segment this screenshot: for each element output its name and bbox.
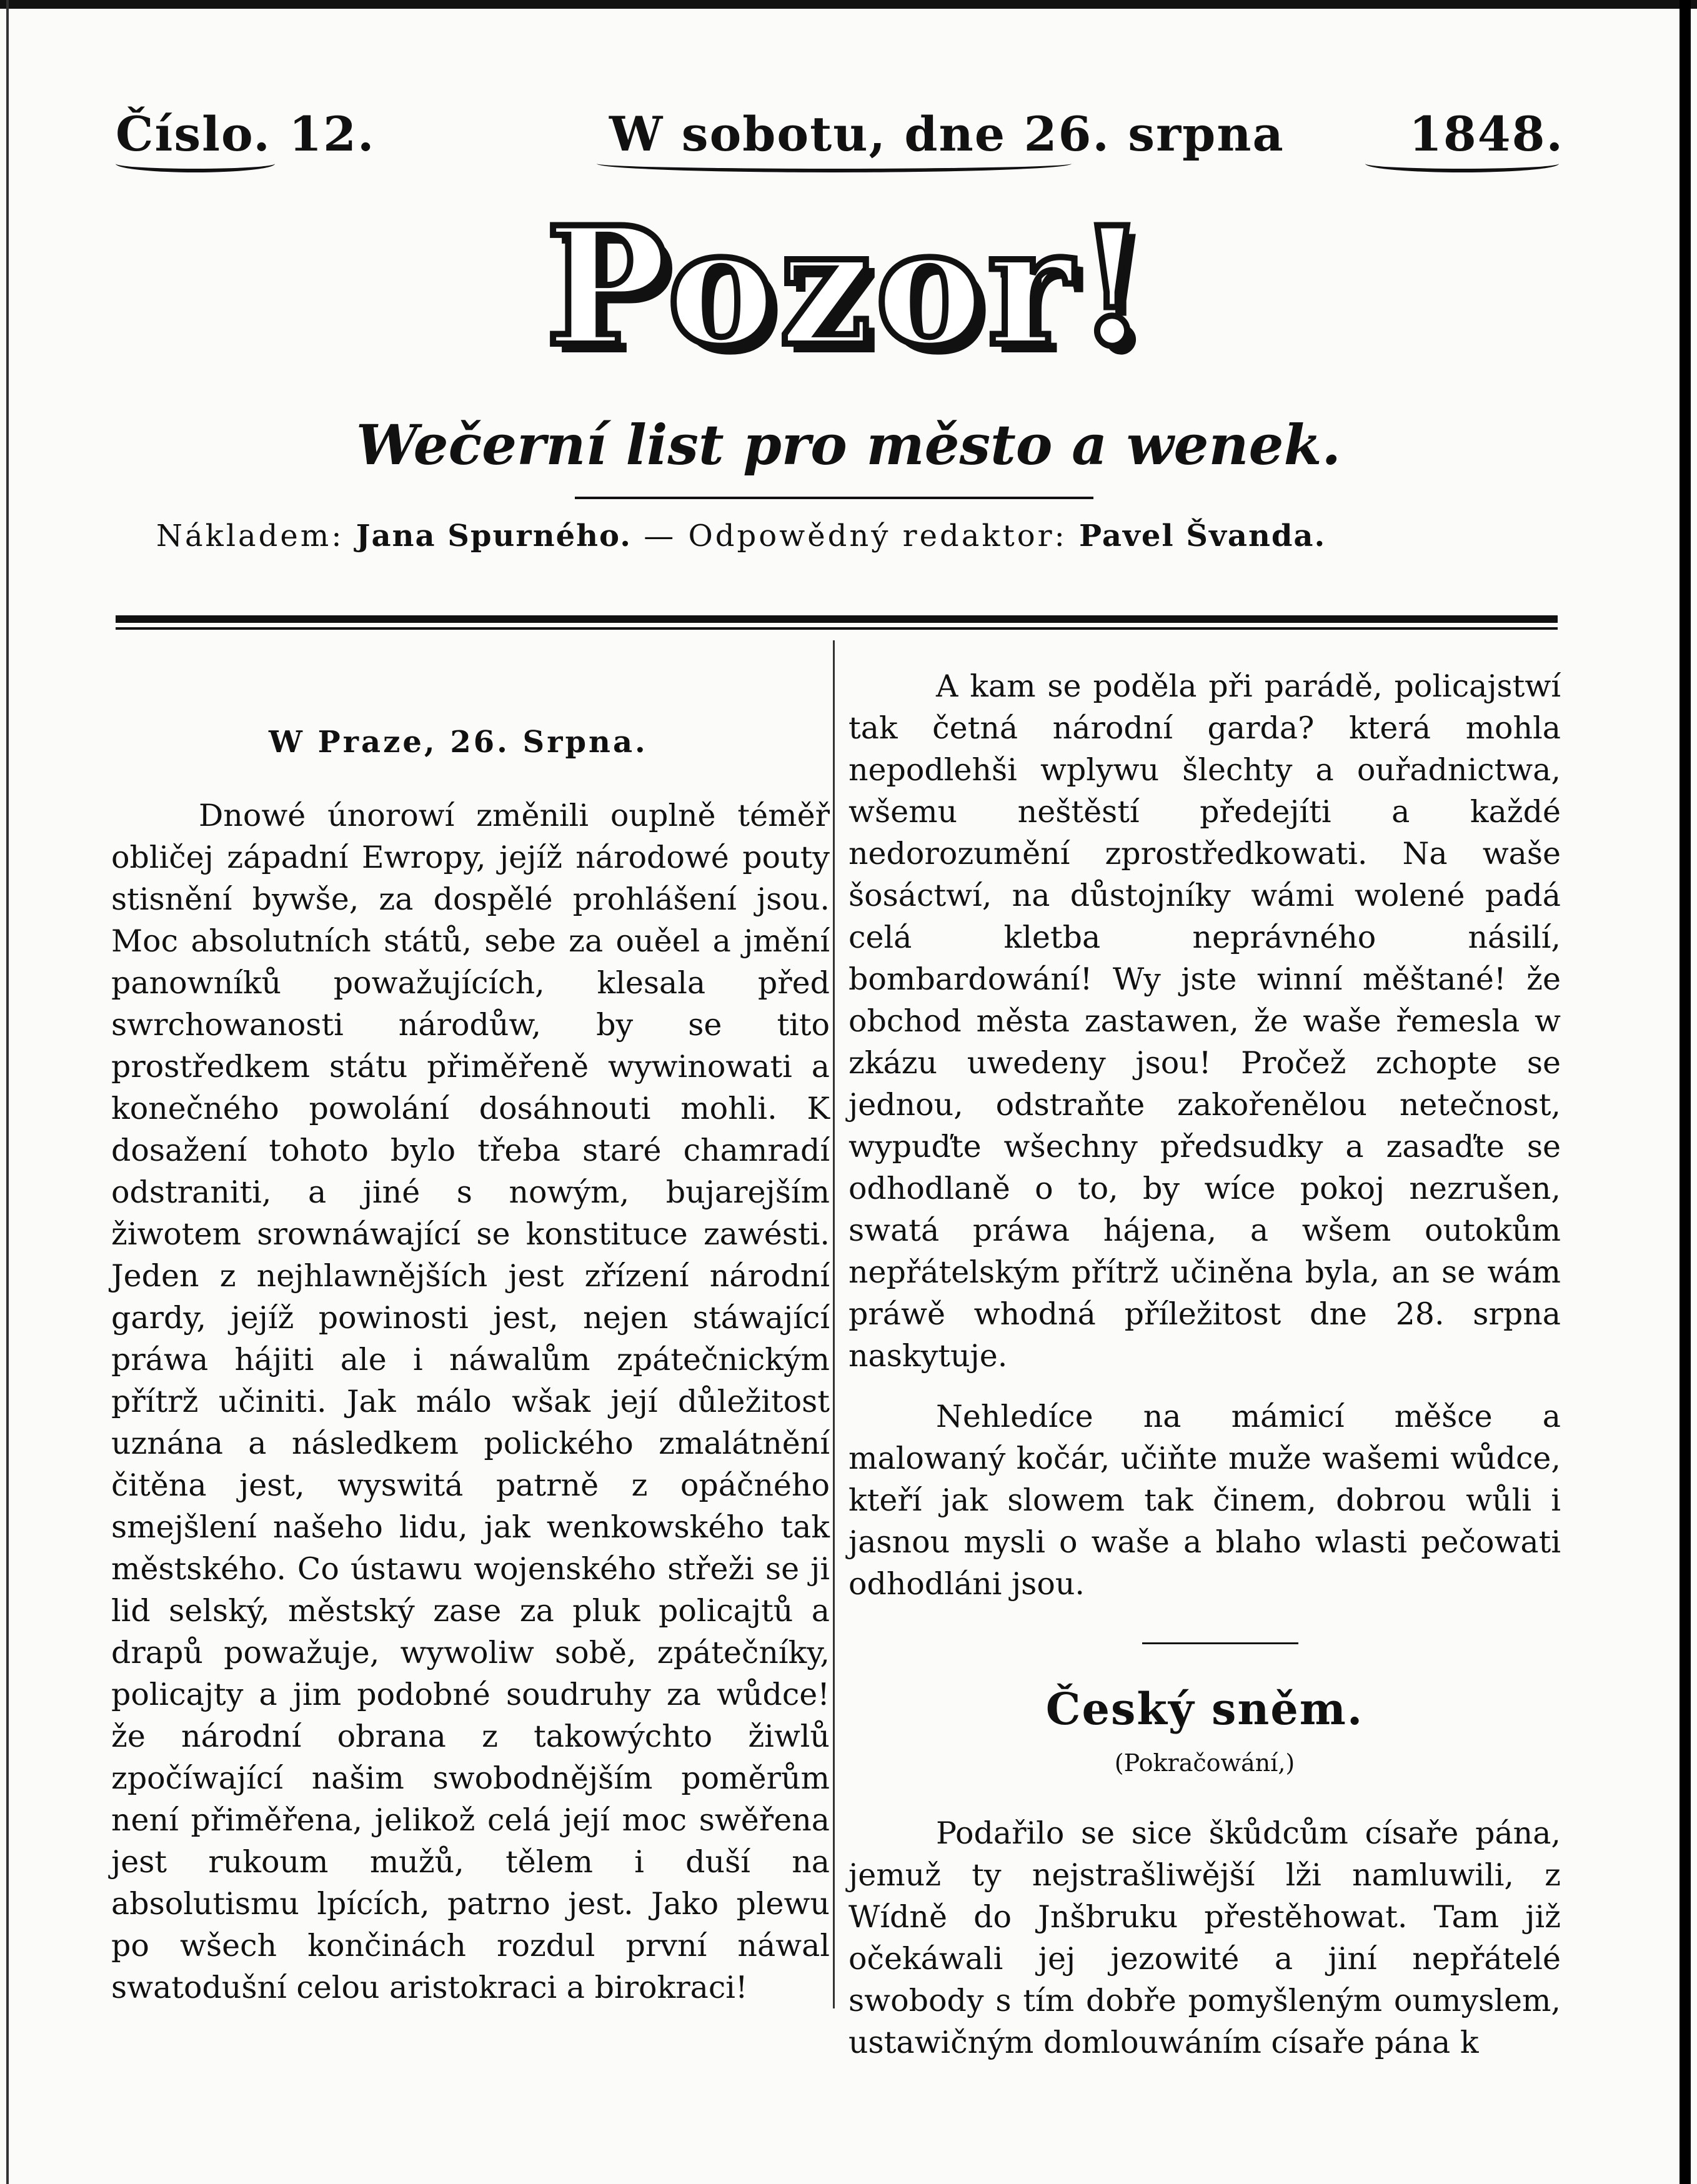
issue-date: W sobotu, dne 26. srpna bbox=[609, 106, 1285, 162]
article-paragraph: Nehledíce na mámicí měšce a malowaný kočár, učiňte muže wašemi wůdce, kteří jak slowem tak činem, dobrou wůli i jasnou mysli o waše a blaho wlasti pečowati odhodláni jsou. bbox=[848, 1399, 1561, 1602]
publisher-name: Jana Spurného. bbox=[356, 519, 632, 553]
left-column bbox=[111, 722, 830, 2008]
newspaper-title: Pozor! bbox=[545, 192, 1152, 382]
issue-swash-ornament bbox=[116, 155, 275, 172]
year-swash-ornament bbox=[1365, 155, 1559, 172]
right-column bbox=[848, 665, 1561, 2063]
imprint-line bbox=[156, 519, 1531, 553]
imprint-label-editor: Odpowědný redaktor: bbox=[688, 519, 1067, 553]
issue-number: Číslo. 12. bbox=[116, 106, 376, 162]
subtitle-rule bbox=[575, 497, 1093, 499]
article-paragraph: Dnowé únorowí změnili ouplně téměř obličej západní Ewropy, jejíž národowé pouty stisnění bywše, za dospělé prohlášení jsou. Moc absolutních států, sebe za ouěel a jmění panowníků powažujících, klesala před swrchowanosti národůw, by se tito prostředkem státu přiměřeně wywinowati a konečného powolání dosáhnouti mohli. K dosažení tohoto bylo třeba staré chamradí odstraniti, a jiné s nowým, bujarejším žiwotem srownáwající se konstituce zawésti. Jeden z nejhlawnějších jest zřízení národní gardy, jejíž powinosti jest, nejen stáwající práwa hájiti ale i náwalům zpátečnickým přítrž učiniti. Jak málo wšak její důležitost uznána a následkem polického zmalátnění čitěna jest, wyswitá patrně z opáčného smejšlení našeho lidu, jak wenkowského tak městského. Co ústawu wojenského střeži se ji lid selský, městský zase za pluk policajtů a drapů powažuje, wywoliw sobě, zpátečníky, policajty a jim podobné soudruhy za wůdce! že národní obrana z takowýchto žiwlů zpočíwající našim swobodnějším poměrům není přiměřena, jelikož celá její moc swěřena jest rukoum mužů, tělem i duší na absolutismu lpících, patrno jest. Jako plewu po wšech končinách rozdul první náwal swatodušní celou aristokraci a birokraci! bbox=[111, 798, 830, 2005]
section-title: Český sněm. bbox=[1045, 1683, 1364, 1735]
header-rule-thick bbox=[116, 615, 1558, 623]
article-paragraph: Podařilo se sice škůdcům císaře pána, jemuž ty nejstrašliwější lži namluwili, z Wídně do Jnšbruku přestěhowat. Tam již očekáwali jej jezowité a jiní nepřátelé swobody s tím dobře pomyšleným oumyslem, ustawičným domlouwáním císaře pána k bbox=[848, 1815, 1561, 2060]
imprint-dash: — bbox=[644, 519, 677, 553]
imprint-label-publisher: Nákladem: bbox=[156, 519, 344, 553]
section-continuation-note: (Pokračowání,) bbox=[1114, 1749, 1295, 1777]
header-rule-thin bbox=[116, 627, 1558, 630]
article-paragraph: A kam se poděla při parádě, policajstwí tak četná národní garda? která mohla nepodlehši wplywu šlechty a ouřadnictwa, wšemu neštěstí předejíti a každé nedorozumění zprostředkowati. Na waše šosáctwí, na důstojníky wámi wolené padá celá kletba neprávného násilí, bombardowání! Wy jste winní měštané! že obchod města zastawen, že waše řemesla w zkázu uwedeny jsou! Pročež zchopte se jednou, odstraňte zakořenělou netečnost, wypuďte wšechny předsudky a zasaďte se odhodlaně o to, by wíce pokoj nezrušen, swatá práwa hájena, a wšem outokům nepřátelským přítrž učiněna byla, an se wám práwě whodná příležitost dne 28. srpna naskytuje. bbox=[848, 668, 1561, 1374]
editor-name: Pavel Švanda. bbox=[1079, 519, 1326, 553]
issue-year: 1848. bbox=[1409, 106, 1564, 162]
column-divider bbox=[833, 640, 835, 2008]
scan-border-top bbox=[0, 0, 1697, 9]
section-separator bbox=[1142, 1642, 1298, 1644]
date-swash-ornament bbox=[597, 155, 1072, 172]
newspaper-subtitle: Wečerní list pro město a wenek. bbox=[356, 412, 1341, 477]
article-dateline: W Praze, 26. Srpna. bbox=[269, 725, 648, 760]
